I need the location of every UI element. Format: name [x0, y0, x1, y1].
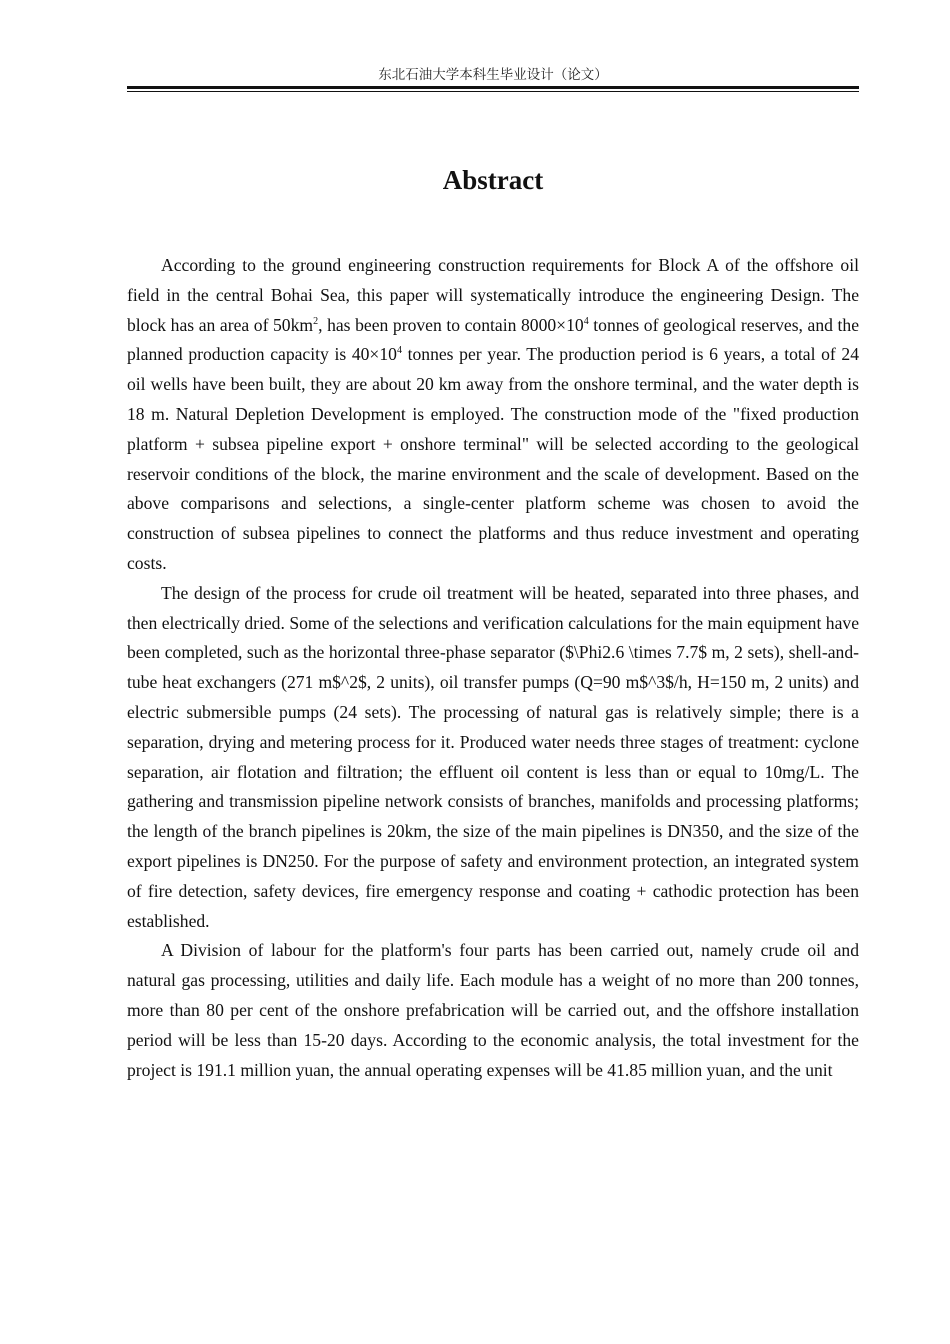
- superscript-reserves: 4: [583, 315, 589, 327]
- superscript-capacity: 4: [396, 345, 402, 357]
- abstract-body: [127, 251, 859, 1085]
- paragraph-1-part-d: tonnes per year. The production period is 6 years, a total of 24 oil wells have been built, they are about 20 km away from the onshore terminal, and the water depth is 18 m. Natural Depletion Development is employed. The construction mode of the "fixed production platform + subsea pipeline export + onshore terminal" will be selected according to the geological reservoir conditions of the block, the marine environment and the scale of development. Based on the above comparisons and selections, a single-center platform scheme was chosen to avoid the construction of subsea pipelines to connect the platforms and thus reduce investment and operating costs.: [127, 344, 859, 573]
- abstract-title: Abstract: [442, 165, 544, 195]
- paragraph-2: The design of the process for crude oil treatment will be heated, separated into three phases, and then electrically dried. Some of the selections and verification calculations for the main equipment have been completed, such as the horizontal three-phase separator ($\Phi2.6 \times 7.7$ m, 2 sets), shell-and-tube heat exchangers (271 m$^2$, 2 units), oil transfer pumps (Q=90 m$^3$/h, H=150 m, 2 units) and electric submersible pumps (24 sets). The processing of natural gas is relatively simple; there is a separation, drying and metering process for it. Produced water needs three stages of treatment: cyclone separation, air flotation and filtration; the effluent oil content is less than or equal to 10mg/L. The gathering and transmission pipeline network consists of branches, manifolds and processing platforms; the length of the branch pipelines is 20km, the size of the main pipelines is DN350, and the size of the export pipelines is DN250. For the purpose of safety and environment protection, an integrated system of fire detection, safety devices, fire emergency response and coating + cathodic protection has been established.: [127, 582, 859, 931]
- paragraph-3: A Division of labour for the platform's four parts has been carried out, namely crude oil and natural gas processing, utilities and daily life. Each module has a weight of no more than 200 tonnes, more than 80 per cent of the onshore prefabrication will be carried out, and the offshore installation period will be less than 15-20 days. According to the economic analysis, the total investment for the project is 191.1 million yuan, the annual operating expenses will be 41.85 million yuan, and the unit: [127, 940, 859, 1080]
- paragraph-1-part-b: , has been proven to contain 8000×10: [318, 314, 584, 335]
- paragraph-1-part-a: According to the ground engineering construction requirements for Block A of the offshore oil field in the central Bohai Sea, this paper will systematically introduce the engineering Design. The block has an area of 50km: [127, 255, 859, 335]
- superscript-area: 2: [313, 315, 319, 327]
- header-rule-thin: [127, 91, 859, 92]
- paragraph-1: [127, 251, 859, 579]
- header-rule-thick: [127, 86, 859, 89]
- running-header: 东北石油大学本科生毕业设计（论文）: [378, 67, 608, 83]
- paragraph-1-part-c: tonnes of geological reserves, and the planned production capacity is 40×10: [127, 314, 860, 365]
